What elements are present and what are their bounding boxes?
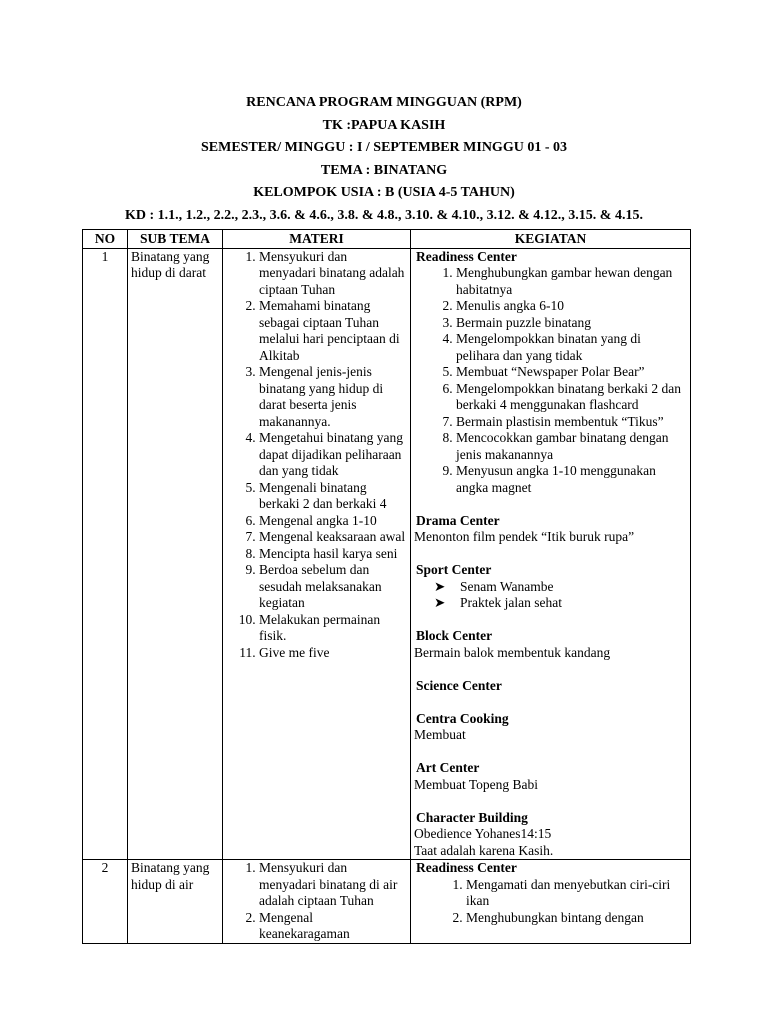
- list-item: 4. Mengetahui binatang yang dapat dijadikan peliharaan dan yang tidak: [259, 430, 407, 480]
- row-kegiatan: [411, 248, 691, 860]
- col-kegiatan: KEGIATAN: [411, 230, 691, 249]
- table-header-row: [83, 230, 691, 249]
- sport-item-label: Praktek jalan sehat: [460, 595, 562, 610]
- readiness-center-title: Readiness Center: [416, 248, 517, 264]
- drama-center-title: Drama Center: [416, 512, 500, 528]
- cooking-center-text: Membuat: [414, 727, 466, 742]
- list-item: 3. Mengenal jenis-jenis binatang yang hidup di darat beserta jenis makanannya.: [259, 364, 407, 430]
- readiness-center-title: Readiness Center: [416, 860, 517, 875]
- materi-list: [226, 249, 407, 662]
- sport-item-label: Senam Wanambe: [460, 578, 554, 594]
- doc-title: RENCANA PROGRAM MINGGUAN (RPM): [246, 95, 522, 110]
- row-no: 2: [83, 860, 128, 944]
- col-no: NO: [83, 230, 128, 249]
- row-materi: [223, 860, 411, 944]
- arrow-bullet-icon: ➤: [434, 578, 446, 594]
- row-kegiatan: [411, 860, 691, 944]
- rpm-table: [82, 229, 691, 944]
- character-building-text-2: Taat adalah karena Kasih.: [414, 842, 554, 858]
- row-no: 1: [83, 248, 128, 860]
- list-item: 10. Melakukan permainan fisik.: [259, 612, 407, 645]
- col-sub-tema: SUB TEMA: [128, 230, 223, 249]
- list-item: 9. Menyusun angka 1-10 menggunakan angka magnet: [456, 463, 687, 496]
- row-sub-tema: Binatang yang hidup di air: [128, 860, 223, 944]
- list-item: [434, 579, 687, 596]
- art-center-title: Art Center: [416, 760, 480, 775]
- kd-list: KD : 1.1., 1.2., 2.2., 2.3., 3.6. & 4.6., 3.8. & 4.8., 3.10. & 4.10., 3.12. & 4.12., 3.15. & 4.15.: [125, 207, 643, 223]
- list-item: 2. Menghubungkan bintang dengan: [466, 910, 687, 927]
- list-item: 11. Give me five: [259, 645, 407, 662]
- list-item: [434, 595, 687, 612]
- row-sub-tema: Binatang yang hidup di darat: [128, 248, 223, 860]
- list-item: 2. Menulis angka 6-10: [456, 298, 687, 315]
- table-row: [83, 248, 691, 860]
- semester-week: SEMESTER/ MINGGU : I / SEPTEMBER MINGGU 01 - 03: [201, 140, 567, 156]
- list-item: 2. Mengenal keanekaragaman: [259, 910, 407, 943]
- sport-list: [414, 579, 687, 612]
- readiness-list: [414, 265, 687, 496]
- theme: TEMA : BINATANG: [320, 162, 448, 178]
- arrow-bullet-icon: ➤: [434, 595, 446, 610]
- row-materi: [223, 248, 411, 860]
- age-group: KELOMPOK USIA : B (USIA 4-5 TAHUN): [253, 185, 515, 201]
- sport-center-title: Sport Center: [416, 562, 492, 577]
- materi-list: [226, 860, 407, 943]
- list-item: 9. Berdoa sebelum dan sesudah melaksanakan kegiatan: [259, 562, 407, 612]
- list-item: 1. Mensyukuri dan menyadari binatang adalah ciptaan Tuhan: [259, 249, 407, 299]
- list-item: 1. Mengamati dan menyebutkan ciri-ciri ikan: [466, 877, 687, 910]
- school-name: TK :PAPUA KASIH: [322, 117, 446, 133]
- readiness-list: [414, 877, 687, 927]
- list-item: 5. Mengenali binatang berkaki 2 dan berkaki 4: [259, 480, 407, 513]
- list-item: 6. Mengenal angka 1-10: [259, 513, 407, 530]
- character-building-text-1: Obedience Yohanes14:15: [414, 826, 552, 841]
- list-item: 8. Mencipta hasil karya seni: [259, 546, 407, 563]
- drama-center-text: Menonton film pendek “Itik buruk rupa”: [414, 529, 635, 544]
- col-materi: MATERI: [223, 230, 411, 249]
- document-header: [0, 92, 768, 228]
- block-center-text: Bermain balok membentuk kandang: [414, 644, 611, 660]
- character-building-title: Character Building: [416, 809, 528, 825]
- science-center-title: Science Center: [416, 677, 502, 693]
- list-item: 1. Menghubungkan gambar hewan dengan habitatnya: [456, 265, 687, 298]
- list-item: 4. Mengelompokkan binatan yang di pelihara dan yang tidak: [456, 331, 687, 364]
- block-center-title: Block Center: [416, 628, 493, 643]
- list-item: 6. Mengelompokkan binatang berkaki 2 dan berkaki 4 menggunakan flashcard: [456, 381, 687, 414]
- cooking-center-title: Centra Cooking: [416, 710, 509, 726]
- list-item: 2. Memahami binatang sebagai ciptaan Tuhan melalui hari penciptaan di Alkitab: [259, 298, 407, 364]
- list-item: 1. Mensyukuri dan menyadari binatang di air adalah ciptaan Tuhan: [259, 860, 407, 910]
- list-item: 3. Bermain puzzle binatang: [456, 315, 687, 332]
- list-item: 8. Mencocokkan gambar binatang dengan jenis makanannya: [456, 430, 687, 463]
- art-center-text: Membuat Topeng Babi: [414, 776, 539, 792]
- table-row: [83, 860, 691, 944]
- list-item: 7. Mengenal keaksaraan awal: [259, 529, 407, 546]
- list-item: 7. Bermain plastisin membentuk “Tikus”: [456, 414, 687, 431]
- list-item: 5. Membuat “Newspaper Polar Bear”: [456, 364, 687, 381]
